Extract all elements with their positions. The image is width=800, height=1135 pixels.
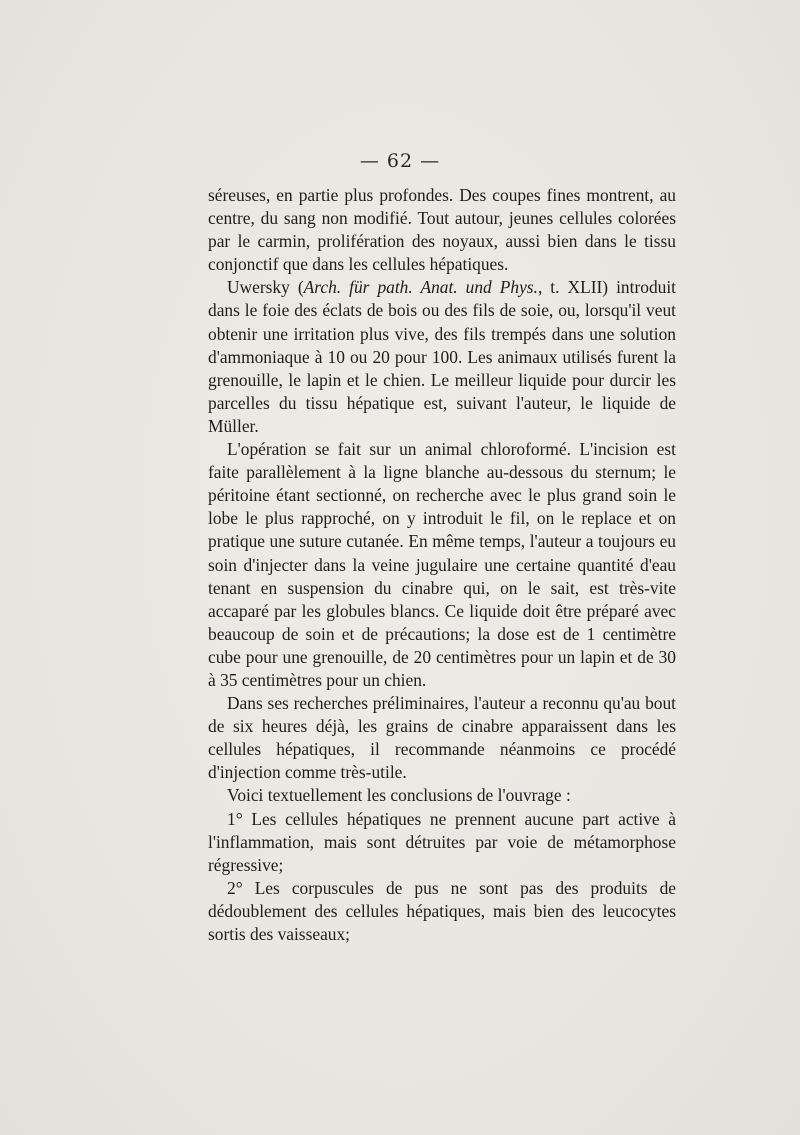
paragraph-text: 1° Les cellules hépatiques ne prennent aucune part active à l'inflammation, mais sont détruites par voie de métamorphose régressive; [208, 808, 676, 875]
paragraph-text: Dans ses recherches préliminaires, l'auteur a reconnu qu'au bout de six heures déjà, les grains de cinabre apparaissent dans les cellules hépatiques, il recommande néanmoins ce procédé d'injection comme très-utile. [208, 693, 676, 783]
paragraph [208, 184, 676, 276]
paragraph-text: L'opération se fait sur un animal chloroformé. L'incision est faite parallèlement à la ligne blanche au-dessous du sternum; le péritoine étant sectionné, on recherche avec le plus grand soin le lobe le plus rapproché, on y introduit le fil, on le replace et on pratique une suture cutanée. En même temps, l'auteur a toujours eu soin d'injecter dans la veine jugulaire une certaine quantité d'eau tenant en suspension du cinabre qui, on le sait, est très-vite accaparé par les globules blancs. Ce liquide doit être préparé avec beaucoup de soin et de précautions; la dose est de 1 centimètre cube pour une grenouille, de 20 centimètres pour un lapin et de 30 à 35 centimètres pour un chien. [208, 439, 676, 690]
body-text [208, 184, 676, 946]
paragraph [208, 877, 676, 946]
paragraph-text: Voici textuellement les conclusions de l'ouvrage : [227, 785, 571, 806]
paragraph-text: 2° Les corpuscules de pus ne sont pas des produits de dédoublement des cellules hépatiques, mais bien des leucocytes sortis des vaisseaux; [208, 877, 676, 944]
page-number: — 62 — [359, 150, 441, 172]
paragraph [208, 808, 676, 877]
paragraph-text: séreuses, en partie plus profondes. Des coupes fines montrent, au centre, du sang non modifié. Tout autour, jeunes cellules colorées par le carmin, prolifération des noyaux, aussi bien dans le tissu conjonctif que dans les cellules hépatiques. [208, 185, 676, 275]
citation-text: Arch. für path. Anat. und Phys. [303, 277, 538, 298]
paragraph [208, 692, 676, 784]
paragraph [208, 438, 676, 692]
paragraph [208, 276, 676, 438]
paragraph-text: Uwersky ( [227, 277, 304, 298]
paragraph [208, 784, 676, 807]
paragraph-text: , t. XLII) introduit dans le foie des éclats de bois ou des fils de soie, ou, lorsqu'il veut obtenir une irritation plus vive, des fils trempés dans une solution d'ammoniaque à 10 ou 20 pour 100. Les animaux utilisés furent la grenouille, le lapin et le chien. Le meilleur liquide pour durcir les parcelles du tissu hépatique est, suivant l'auteur, le liquide de Müller. [208, 277, 676, 436]
